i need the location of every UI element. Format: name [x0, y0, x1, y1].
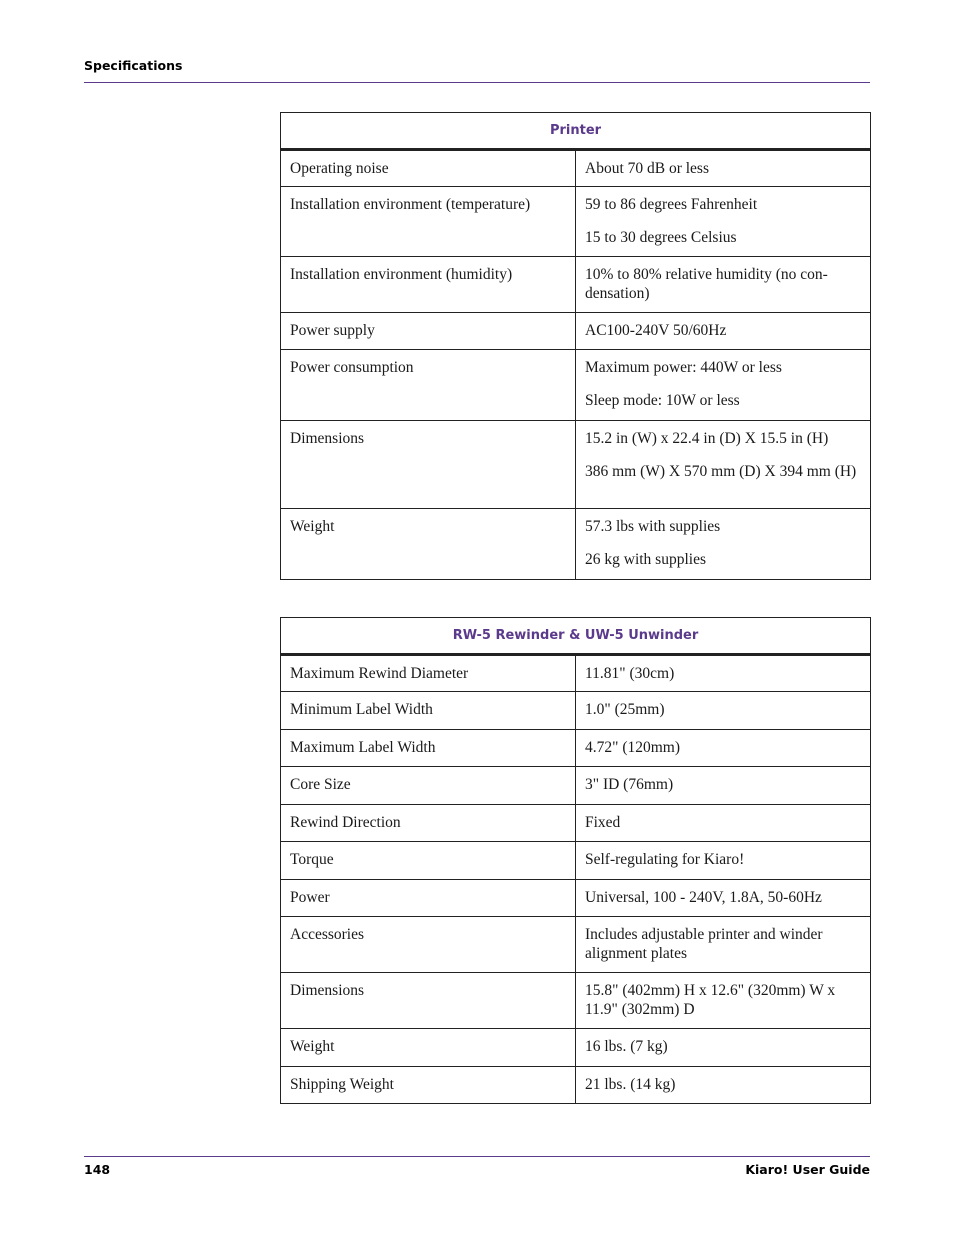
- footer-rule: [84, 1156, 870, 1157]
- table-row: [281, 187, 871, 257]
- spec-label: Weight: [281, 509, 576, 580]
- spec-value: Includes adjustable printer and winder alignment plates: [576, 917, 871, 973]
- table-row: [281, 421, 871, 509]
- printer-spec-table: [280, 112, 871, 580]
- spec-label: Weight: [281, 1029, 576, 1067]
- table-row: [281, 257, 871, 313]
- page-number: 148: [84, 1162, 111, 1177]
- spec-value: AC100-240V 50/60Hz: [576, 313, 871, 350]
- rewinder-table-title: RW-5 Rewinder & UW-5 Unwinder: [281, 618, 871, 655]
- table-row: [281, 509, 871, 580]
- spec-value: 57.3 lbs with supplies 26 kg with supplies: [576, 509, 871, 580]
- table-row: [281, 655, 871, 692]
- spec-value: 4.72" (120mm): [576, 730, 871, 767]
- spec-value: Maximum power: 440W or less Sleep mode: 10W or less: [576, 350, 871, 421]
- table-row: [281, 917, 871, 973]
- guide-title: Kiaro! User Guide: [745, 1162, 870, 1177]
- running-header: Specifications: [84, 58, 183, 73]
- spec-label: Core Size: [281, 767, 576, 805]
- spec-value: 59 to 86 degrees Fahrenheit 15 to 30 degrees Celsius: [576, 187, 871, 257]
- spec-label: Operating noise: [281, 150, 576, 187]
- spec-label: Rewind Direction: [281, 805, 576, 842]
- spec-label: Accessories: [281, 917, 576, 973]
- spec-label: Power consumption: [281, 350, 576, 421]
- spec-value: 1.0" (25mm): [576, 692, 871, 730]
- table-row: [281, 313, 871, 350]
- spec-label: Shipping Weight: [281, 1067, 576, 1104]
- spec-value: 21 lbs. (14 kg): [576, 1067, 871, 1104]
- rewinder-spec-table: [280, 617, 871, 1104]
- spec-label: Torque: [281, 842, 576, 880]
- table-row: [281, 767, 871, 805]
- spec-value: Fixed: [576, 805, 871, 842]
- table-row: [281, 730, 871, 767]
- spec-value: Self-regulating for Kiaro!: [576, 842, 871, 880]
- spec-value: 10% to 80% relative humidity (no con- densation): [576, 257, 871, 313]
- table-row: [281, 1067, 871, 1104]
- spec-label: Dimensions: [281, 973, 576, 1029]
- spec-label: Power: [281, 880, 576, 917]
- table-row: [281, 805, 871, 842]
- header-rule: [84, 82, 870, 83]
- spec-value: 3" ID (76mm): [576, 767, 871, 805]
- spec-value: 16 lbs. (7 kg): [576, 1029, 871, 1067]
- table-row: [281, 973, 871, 1029]
- spec-label: Maximum Label Width: [281, 730, 576, 767]
- spec-label: Dimensions: [281, 421, 576, 509]
- printer-table-title: Printer: [281, 113, 871, 150]
- table-row: [281, 692, 871, 730]
- table-row: [281, 350, 871, 421]
- spec-label: Installation environment (temperature): [281, 187, 576, 257]
- table-row: [281, 1029, 871, 1067]
- spec-value: About 70 dB or less: [576, 150, 871, 187]
- spec-label: Minimum Label Width: [281, 692, 576, 730]
- spec-value: 15.8" (402mm) H x 12.6" (320mm) W x 11.9" (302mm) D: [576, 973, 871, 1029]
- table-row: [281, 150, 871, 187]
- spec-label: Maximum Rewind Diameter: [281, 655, 576, 692]
- spec-value: 11.81" (30cm): [576, 655, 871, 692]
- spec-label: Power supply: [281, 313, 576, 350]
- table-row: [281, 842, 871, 880]
- spec-value: 15.2 in (W) x 22.4 in (D) X 15.5 in (H) 386 mm (W) X 570 mm (D) X 394 mm (H): [576, 421, 871, 509]
- table-row: [281, 880, 871, 917]
- spec-label: Installation environment (humidity): [281, 257, 576, 313]
- spec-value: Universal, 100 - 240V, 1.8A, 50-60Hz: [576, 880, 871, 917]
